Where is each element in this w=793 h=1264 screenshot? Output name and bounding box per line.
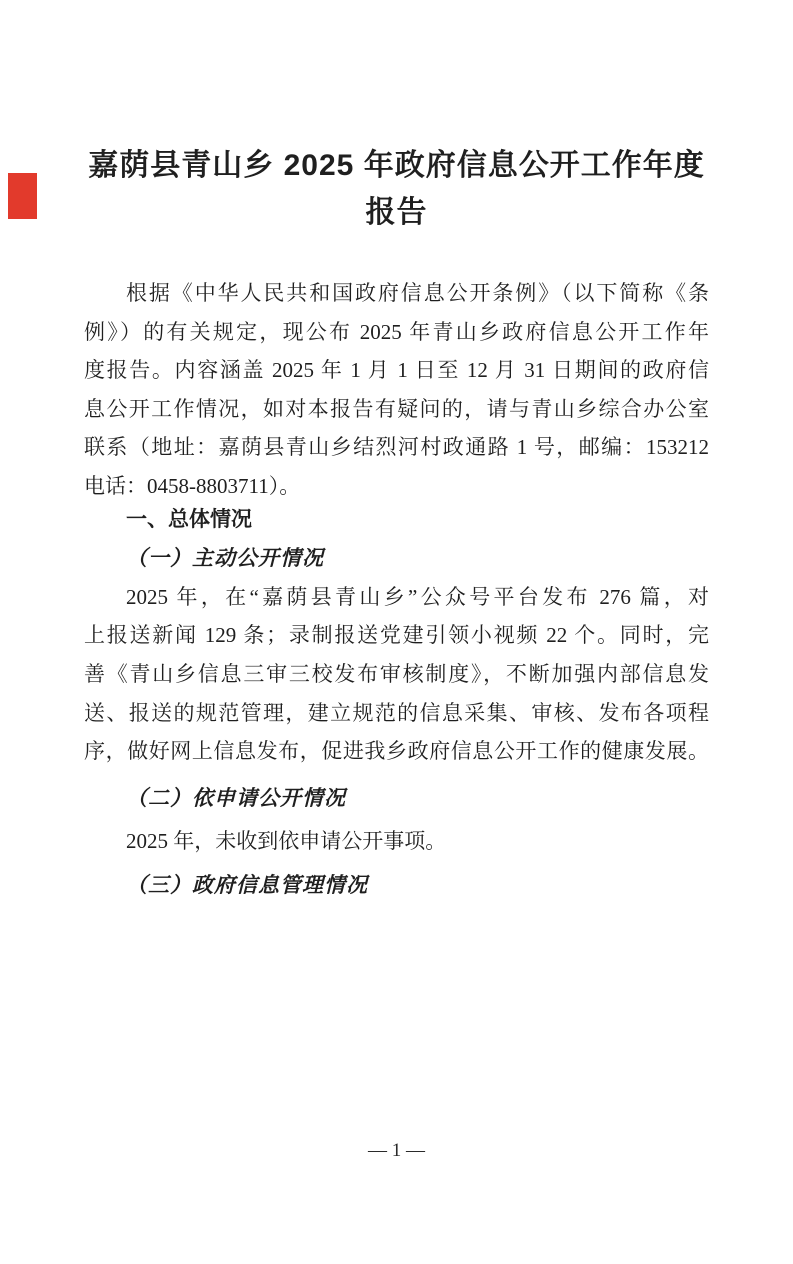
title-line-2: 报告 <box>365 196 428 229</box>
text-line: 送、报送的规范管理，建立规范的信息采集、审核、发布各项程 <box>84 700 709 725</box>
text-line: 上报送新闻 129 条；录制报送党建引领小视频 22 个。同时，完 <box>84 623 709 648</box>
subsection-heading-information-management: （三）政府信息管理情况 <box>126 872 368 897</box>
title-line-1: 嘉荫县青山乡 2025 年政府信息公开工作年度 <box>88 149 705 182</box>
text-line: 2025 年，在“嘉荫县青山乡”公众号平台发布 276 篇，对 <box>126 584 709 609</box>
text-line: 例》）的有关规定，现公布 2025 年青山乡政府信息公开工作年 <box>84 319 709 344</box>
subsection-heading-proactive-disclosure: （一）主动公开情况 <box>126 546 324 571</box>
text-line: 度报告。内容涵盖 2025 年 1 月 1 日至 12 月 31 日期间的政府信 <box>84 358 709 383</box>
text-line: 电话：0458-8803711）。 <box>84 473 301 498</box>
subsection-heading-on-request-disclosure: （二）依申请公开情况 <box>126 785 346 810</box>
document-page <box>0 142 793 1161</box>
text-line: 序，做好网上信息发布，促进我乡政府信息公开工作的健康发展。 <box>84 739 709 764</box>
text-line: 善《青山乡信息三审三校发布审核制度》，不断加强内部信息发 <box>84 661 709 686</box>
paragraph-proactive-disclosure <box>84 578 709 771</box>
page-number: — 1 — <box>368 1140 425 1161</box>
text-line: 息公开工作情况，如对本报告有疑问的，请与青山乡综合办公室 <box>84 396 709 421</box>
text-line: 根据《中华人民共和国政府信息公开条例》（以下简称《条 <box>126 281 709 305</box>
document-title <box>84 142 709 236</box>
section-heading-overall: 一、总体情况 <box>126 507 252 531</box>
red-marker <box>8 173 37 219</box>
document-body <box>84 274 709 905</box>
paragraph-intro <box>84 274 709 506</box>
text-line: 联系（地址：嘉荫县青山乡结烈河村政通路 1 号，邮编：153212 <box>84 435 709 460</box>
paragraph-on-request-disclosure: 2025 年，未收到依申请公开事项。 <box>126 829 447 854</box>
